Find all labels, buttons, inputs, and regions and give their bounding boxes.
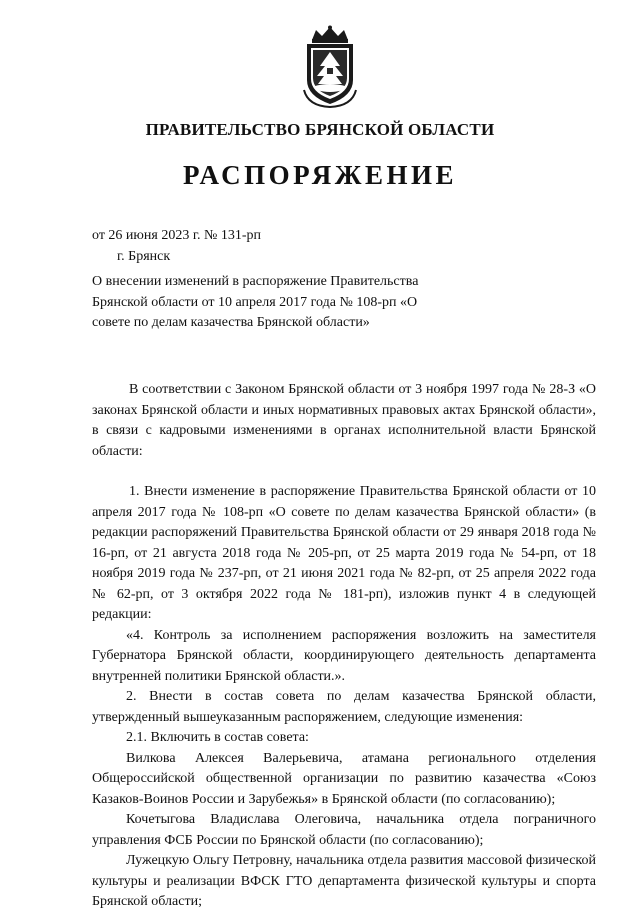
paragraph-spacer <box>92 462 596 482</box>
document-body <box>92 380 596 913</box>
document-place: г. Брянск <box>117 249 171 264</box>
document-date-number: от 26 июня 2023 г. № 131-рп <box>92 228 261 243</box>
member-paragraph: Лужецкую Ольгу Петровну, начальника отдела развития массовой физической культуры и реализации ВФСК ГТО департамента физической культуры и спорта Брянской области; <box>92 853 596 909</box>
preamble-paragraph: В соответствии с Законом Брянской области от 3 ноября 1997 года № 28-З «О законах Брянской области и иных нормативных правовых актах Брянской области», в связи с кадровыми изменениями в органах исполнительной власти Брянской области: <box>92 382 596 459</box>
member-paragraph: Вилкова Алексея Валерьевича, атамана регионального отделения Общероссийской общественной организации по развитию казачества «Союз Казаков-Воинов России и Зарубежья» в Брянской области (по согласованию); <box>92 750 596 807</box>
item-1-paragraph: 1. Внести изменение в распоряжение Правительства Брянской области от 10 апреля 2017 года № 108-рп «О совете по делам казачества Брянской области» (в редакции распоряжений Правительства Брянской области от 29 января 2018 года № 16-рп, от 21 августа 2018 года № 205-рп, от 25 марта 2019 года № 54-рп, от 18 ноября 2019 года № 237-рп, от 21 июня 2021 года № 82-рп, от 25 апреля 2022 года № 62-рп, от 3 октября 2022 года № 181-рп), изложив пункт 4 в следующей редакции: <box>92 484 596 622</box>
item-2-1-paragraph: 2.1. Включить в состав совета: <box>126 730 309 745</box>
document-type-title: РАСПОРЯЖЕНИЕ <box>182 160 458 190</box>
document-subject: О внесении изменений в распоряжение Правительства Брянской области от 10 апреля 2017 года № 108-рп «О совете по делам казачества Брянской области» <box>92 274 419 330</box>
item-2-paragraph: 2. Внести в состав совета по делам казачества Брянской области, утвержденный вышеуказанным распоряжением, следующие изменения: <box>92 689 596 725</box>
member-paragraph: Кочетыгова Владислава Олеговича, начальника отдела пограничного управления ФСБ России по Брянской области (по согласованию); <box>92 812 596 848</box>
item-1-new-text-paragraph: «4. Контроль за исполнением распоряжения возложить на заместителя Губернатора Брянской области, координирующего деятельность департамента внутренней политики Брянской области.». <box>92 627 596 684</box>
organization-title: ПРАВИТЕЛЬСТВО БРЯНСКОЙ ОБЛАСТИ <box>145 120 495 139</box>
coat-of-arms-emblem <box>298 24 362 108</box>
